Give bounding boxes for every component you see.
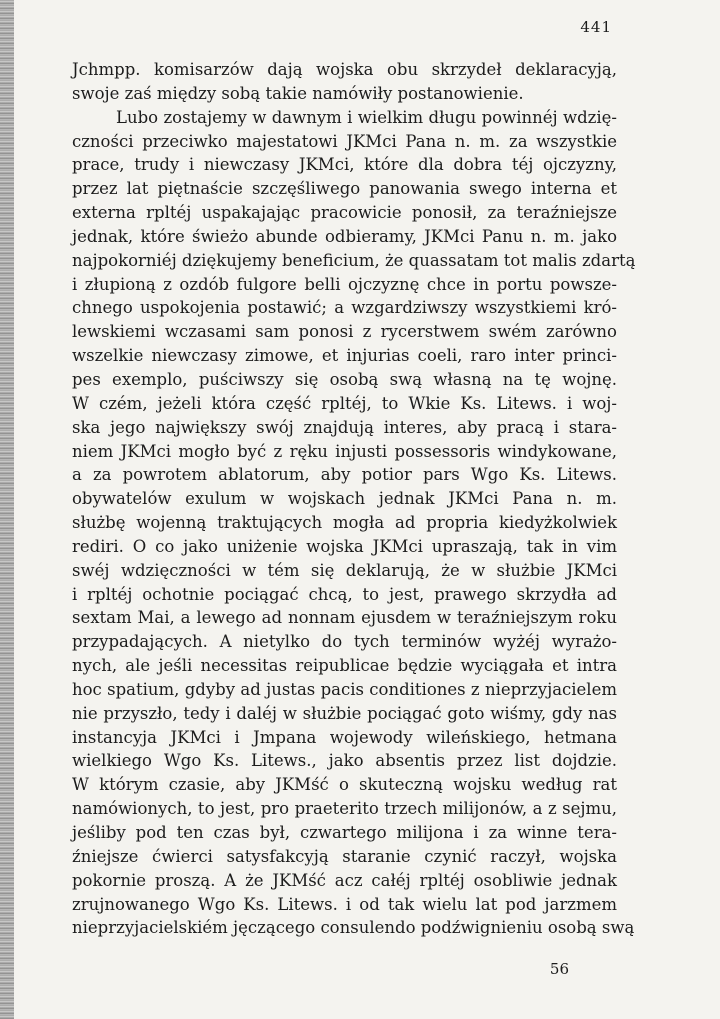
text-line: jednak, które świeżo abunde odbieramy, JKMci Panu n. m. jako bbox=[72, 226, 617, 246]
text-line: służbę wojenną traktujących mogła ad propria kiedyżkolwiek bbox=[72, 513, 617, 533]
text-line: Jchmpp. komisarzów dają wojska obu skrzydeł deklaracyją, bbox=[72, 60, 617, 79]
text-line: Lubo zostajemy w dawnym i wielkim długu powinnéj wdzię- bbox=[116, 107, 617, 127]
text-line: externa rpltéj uspakajając pracowicie ponosił, za teraźniejsze bbox=[72, 203, 617, 223]
text-line: rediri. O co jako uniżenie wojska JKMci upraszają, tak in vim bbox=[72, 536, 617, 556]
text-line: jeśliby pod ten czas był, czwartego milijona i za winne tera- bbox=[72, 823, 617, 842]
text-line: instancyja JKMci i Jmpana wojewody wileńskiego, hetmana bbox=[72, 727, 617, 747]
text-line: W którym czasie, aby JKMść o skuteczną wojsku według rat bbox=[72, 775, 617, 795]
book-spine-shadow bbox=[0, 0, 14, 1019]
text-line: najpokorniéj dziękujemy beneficium, że quassatam tot malis zdartą bbox=[72, 250, 636, 270]
text-line: hoc spatium, gdyby ad justas pacis conditiones z nieprzyjacielem bbox=[72, 679, 617, 699]
signature-mark: 56 bbox=[549, 960, 569, 978]
text-line: źniejsze ćwierci satysfakcyją staranie czynić raczył, wojska bbox=[72, 846, 617, 866]
text-line: lewskiemi wczasami sam ponosi z rycerstwem swém zarówno bbox=[72, 322, 617, 342]
body-text bbox=[72, 58, 636, 940]
text-line: a za powrotem ablatorum, aby potior pars Wgo Ks. Litews. bbox=[72, 465, 617, 485]
text-line: wielkiego Wgo Ks. Litews., jako absentis przez list dojdzie. bbox=[72, 751, 617, 771]
text-line: nie przyszło, tedy i daléj w służbie pociągać goto wiśmy, gdy nas bbox=[72, 703, 617, 723]
text-line: czności przeciwko majestatowi JKMci Pana n. m. za wszystkie bbox=[72, 131, 617, 151]
text-line: sextam Mai, a lewego ad nonnam ejusdem w teraźniejszym roku bbox=[72, 608, 617, 628]
text-line: ska jego największy swój znajdują interes, aby pracą i stara- bbox=[72, 417, 617, 437]
text-line: i złupioną z ozdób fulgore belli ojczyznę chce in portu powsze- bbox=[72, 274, 617, 294]
text-line: prace, trudy i niewczasy JKMci, które dla dobra téj ojczyzny, bbox=[72, 155, 617, 175]
text-line: nieprzyjacielskiém jęczącego consulendo podźwignieniu osobą swą bbox=[72, 918, 635, 938]
text-line: pes exemplo, puściwszy się osobą swą własną na tę wojnę. bbox=[72, 369, 617, 389]
text-line: i rpltéj ochotnie pociągać chcą, to jest, prawego skrzydła ad bbox=[72, 584, 617, 604]
text-line: chnego uspokojenia postawić; a wzgardziwszy wszystkiemi kró- bbox=[72, 298, 617, 318]
text-line: W czém, jeżeli która część rpltéj, to Wkie Ks. Litews. i woj- bbox=[72, 393, 617, 413]
text-line: przypadających. A nietylko do tych terminów wyżéj wyrażo- bbox=[72, 632, 617, 652]
text-line: nych, ale jeśli necessitas reipublicae będzie wyciągała et intra bbox=[72, 656, 617, 676]
text-line: zrujnowanego Wgo Ks. Litews. i od tak wielu lat pod jarzmem bbox=[72, 894, 617, 914]
text-line: swoje zaś między sobą takie namówiły postanowienie. bbox=[72, 83, 524, 103]
text-line: obywatelów exulum w wojskach jednak JKMci Pana n. m. bbox=[72, 489, 617, 509]
text-line: niem JKMci mogło być z ręku injusti possessoris windykowane, bbox=[72, 441, 617, 461]
text-line: swéj wdzięczności w tém się deklarują, że w służbie JKMci bbox=[72, 560, 617, 580]
text-line: wszelkie niewczasy zimowe, et injurias coeli, raro inter princi- bbox=[72, 346, 617, 366]
text-line: namówionych, to jest, pro praeterito trzech milijonów, a z sejmu, bbox=[72, 799, 617, 819]
text-line: przez lat piętnaście szczęśliwego panowania swego interna et bbox=[72, 179, 617, 199]
page-number: 441 bbox=[580, 18, 612, 36]
document-page bbox=[72, 0, 636, 1019]
text-line: pokornie proszą. A że JKMść acz całéj rpltéj osobliwie jednak bbox=[72, 870, 617, 890]
